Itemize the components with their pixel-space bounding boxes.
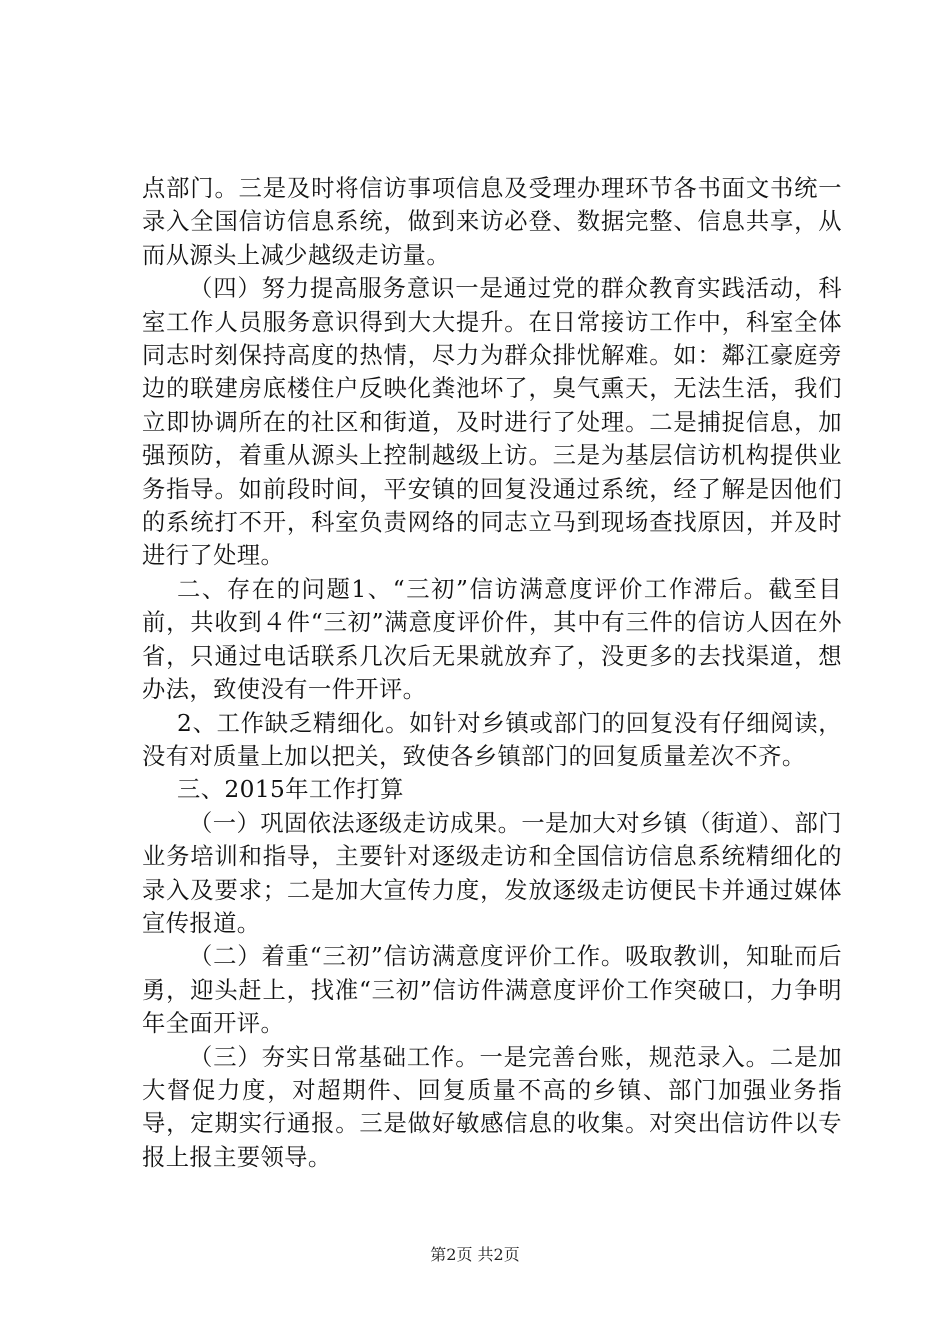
- section-heading-2015-plan: 三、2015年工作打算: [177, 776, 404, 804]
- paragraph-lack-of-refinement: 2、工作缺乏精细化。如针对乡镇或部门的回复没有仔细阅读，没有对质量上加以把关，致使各乡镇部门的回复质量差次不齐。: [142, 709, 842, 770]
- paragraph-existing-problems: 二、存在的问题1、“三初”信访满意度评价工作滞后。截至目前，共收到４件“三初”满意度评价件，其中有三件的信访人因在外省，只通过电话联系几次后无果就放弃了，没更多的去找渠道，想办法，致使没有一件开评。: [142, 575, 842, 704]
- page-footer: [0, 1245, 950, 1265]
- paragraph-plan-item-1: （一）巩固依法逐级走访成果。一是加大对乡镇（街道）、部门业务培训和指导，主要针对逐级走访和全国信访信息系统精细化的录入及要求；二是加大宣传力度，发放逐级走访便民卡并通过媒体宣传报道。: [142, 809, 842, 937]
- paragraph-service-awareness: （四）努力提高服务意识一是通过党的群众教育实践活动，科室工作人员服务意识得到大大提升。在日常接访工作中，科室全体同志时刻保持高度的热情，尽力为群众排忧解难。如：鄰江豪庭旁边的联建房底楼住户反映化粪池坏了，臭气熏天，无法生活，我们立即协调所在的社区和街道，及时进行了处理。二是捕捉信息，加强预防，着重从源头上控制越级上访。三是为基层信访机构提供业务指导。如前段时间，平安镇的回复没通过系统，经了解是因他们的系统打不开，科室负责网络的同志立马到现场查找原因，并及时进行了处理。: [142, 275, 842, 570]
- paragraph-continuation: 点部门。三是及时将信访事项信息及受理办理环节各书面文书统一录入全国信访信息系统，做到来访必登、数据完整、信息共享，从而从源头上减少越级走访量。: [142, 175, 842, 269]
- document-body: [142, 172, 842, 1174]
- paragraph-plan-item-3: （三）夯实日常基础工作。一是完善台账，规范录入。二是加大督促力度，对超期件、回复质量不高的乡镇、部门加强业务指导，定期实行通报。三是做好敏感信息的收集。对突出信访件以专报上报主要领导。: [142, 1043, 842, 1171]
- page-number-label: 第2页 共2页: [430, 1245, 520, 1264]
- paragraph-plan-item-2: （二）着重“三初”信访满意度评价工作。吸取教训，知耻而后勇，迎头赶上，找准“三初”信访件满意度评价工作突破口，力争明年全面开评。: [142, 943, 842, 1038]
